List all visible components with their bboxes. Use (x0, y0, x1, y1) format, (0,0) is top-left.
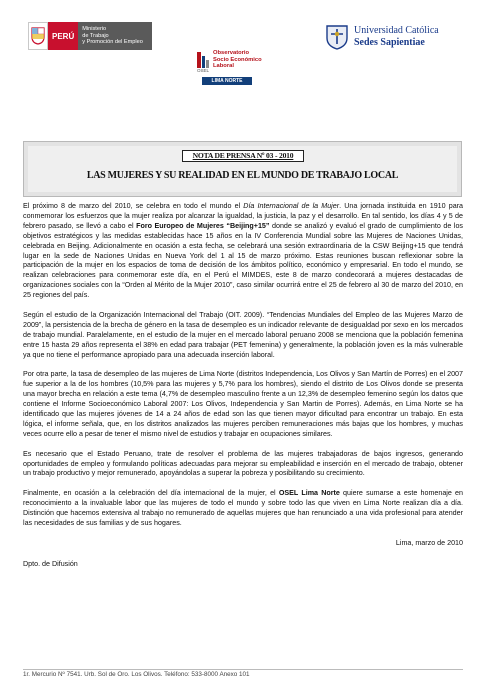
paragraph-4: Es necesario que el Estado Peruano, trate de resolver el problema de las mujeres trabajadoras de bajos ingresos, generando oportunidades de empleo y formulando políticas adecuadas para mejorar su empleabilidad e inserción en el mercado de trabajo, obtener un trabajo productivo y mejor remunerado, apoyándolas a superar la pobreza y posibilitando su crecimiento. (23, 449, 463, 478)
osel-region: LIMA NORTE (202, 77, 252, 85)
page-title: LAS MUJERES Y SU REALIDAD EN EL MUNDO DE TRABAJO LOCAL (86, 170, 399, 181)
osel-logo (196, 50, 266, 90)
osel-name (213, 50, 262, 70)
university-name-line-2: Sedes Sapientiae (354, 37, 425, 48)
ministry-line-1: Ministerio (82, 26, 107, 33)
ministry-logo (28, 22, 162, 50)
peru-brand: PERÚ (48, 22, 78, 50)
paragraph-3: Por otra parte, la tasa de desempleo de las mujeres de Lima Norte (distritos Independencia, Los Olivos y San Martín de Porres) en el 2007 fue superior a la de los hombres (10,5% para las mujeres y 5,7% para los hombres), siendo el distrito de Los Olivos donde se presenta una mayor brecha en relación a este tema (4,7% de desempleo masculino frente a un 12,3% de desempleo femenino según los datos que contiene el Informe Socioeconómico Laboral 2007: Los Olivos, Independencia y San Martin de Porres). Además, en Lima Norte se ha identificado que las mujeres jóvenes de 14 a 24 años de edad son las que tienen mayor dificultad para encontrar un trabajo. En esta lógica, el informe señala, que, en los distritos analizados las mujeres perciben remuneraciones más bajas que los hombres, y muchas veces ocurre ello a pesar de tener el mismo nivel de estudios y trabajar en ocupaciones similares. (23, 370, 463, 438)
forum-name: Foro Europeo de Mujeres “Beijing+15” (136, 221, 270, 230)
press-release-body (23, 202, 463, 570)
ministry-line-2: de Trabajo (82, 32, 109, 39)
peru-coat-of-arms-icon (28, 22, 48, 50)
paragraph-2: Según el estudio de la Organización Internacional del Trabajo (OIT. 2009). “Tendencias Mundiales del Empleo de las Mujeres Marzo de 2009”, la persistencia de la brecha de género en la tasa de desempleo es un indicador relevante de desigualdad por sexo en los mercados de trabajo mundial. Paralelamente, en el estudio de la mujer en el mercado laboral peruano 2008 se menciona que la población femenina entre 15 hasta 29 años representa el 38% en edad para trabajar (PET femenina) y generalmente, la población joven es la más vulnerable ya que no tiene el performance apropiado para una adecuada inserción laboral. (23, 310, 463, 359)
university-seal-icon (325, 24, 349, 50)
paragraph-1: El próximo 8 de marzo del 2010, se celebra en todo el mundo el Día Internacional de la Mujer. Una jornada instituida en 1910 para conmemorar los esfuerzos que la mujer realiza por alcanzar la igualdad, la justicia, la paz y el desarrollo. En tal sentido, los días 4 y 5 de febrero pasado, se llevó a cabo el Foro Europeo de Mujeres “Beijing+15” donde se analizó y evaluó el grado de cumplimiento de los objetivos estratégicos y las medidas establecidas hace 15 años en la IV Conferencia Mundial sobre las Mujeres de Naciones Unidas, celebrada en Beijing. Adicionalmente en ocasión a esta fecha, se celebrará una sesión extraordinaria de la CSW Beijing+15 que tendrá lugar en la sede de Naciones Unidas en Nueva York del 1 al 15 de marzo próximo. Estas reuniones buscan reflexionar sobre la participación de la mujer en los espacios de toma de decisión de los ámbitos político, económico y empresarial. En todo el mundo, se realizan celebraciones para conmemorar este día, en el Perú el MIMDES, este 8 de marzo condecorará a mujeres destacadas de organizaciones sociales con la “Orden al Mérito de la Mujer 2010”, caso similar ocurrirá entre el 25 de febrero al 30 de marzo del 2010, en 25 regiones del país. (23, 202, 464, 300)
osel-line-2: Socio Económico (213, 56, 262, 63)
ministry-line-3: y Promoción del Empleo (82, 39, 143, 46)
press-note-label: NOTA DE PRENSA Nº 03 - 2010 (182, 150, 304, 162)
paragraph-5: Finalmente, en ocasión a la celebración del día internacional de la mujer, el OSEL Lima Norte quiere sumarse a este homenaje en reconocimiento a la invaluable labor que las mujeres de todo el mundo y sobre todo las que viven en Lima Norte realizan día a día. Distinción que hacemos extensiva al trabajo no remunerado de aquellas mujeres que han renunciado a una vida profesional para atender las necesidades de sus familias y de sus hogares. (23, 489, 464, 527)
osel-lima-norte-name: OSEL Lima Norte (278, 489, 340, 498)
department-signature: Dpto. de Difusión (23, 559, 78, 568)
osel-abbr: OSEL (197, 68, 210, 73)
osel-mark-icon (196, 50, 210, 70)
ministry-name (78, 22, 152, 50)
university-name-line-1: Universidad Católica (354, 25, 439, 36)
womens-day-name: Día Internacional de la Mujer (243, 202, 340, 210)
osel-line-3: Laboral (213, 63, 234, 70)
footer-address: 1r. Mercurio Nº 7541. Urb. Sol de Oro. Los Olivos. Teléfono: 533-8000 Anexo 101 (23, 669, 463, 678)
place-date: Lima, marzo de 2010 (395, 538, 463, 547)
osel-line-1: Observatorio (213, 50, 250, 56)
university-logo (325, 23, 460, 51)
